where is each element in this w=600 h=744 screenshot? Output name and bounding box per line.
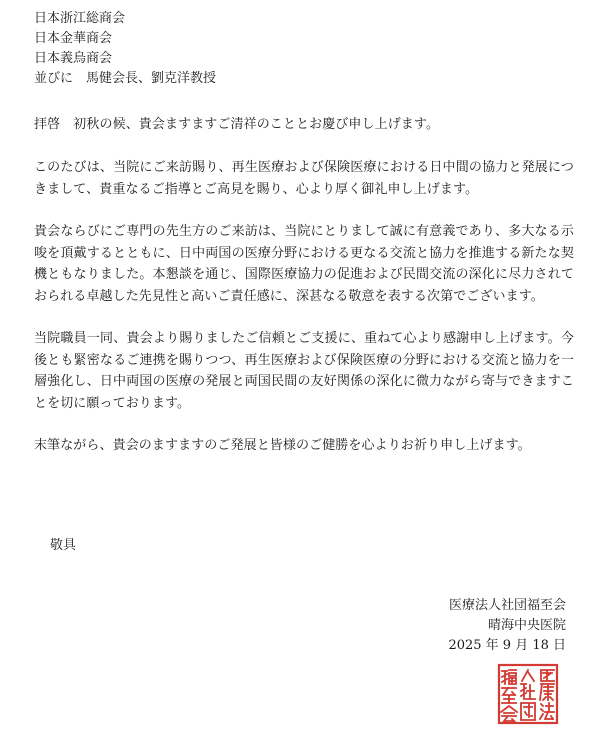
body-paragraph: 末筆ながら、貴会のますますのご発展と皆様のご健勝を心よりお祈り申し上げます。 (34, 438, 531, 453)
greeting-paragraph: 拝啓 初秋の候、貴会ますますご清祥のこととお慶び申し上げます。 (34, 117, 440, 132)
addressee-line: 日本金華商会 (34, 31, 113, 46)
signature-hospital: 晴海中央医院 (487, 618, 566, 633)
body-paragraph: このたびは、当院にご来訪賜り、再生医療および保険医療における日中間の協力と発展につきまして、貴重なるご指導とご高見を賜り、心より厚く御礼申し上げます。 (34, 160, 574, 197)
closing-word: 敬具 (50, 538, 77, 553)
addressee-line: 日本浙江総商会 (34, 11, 126, 26)
signature-organization: 医療法人社団福至会 (448, 598, 566, 613)
seal-stamp-icon (497, 663, 559, 725)
body-paragraph: 貴会ならびにご専門の先生方のご来訪は、当院にとりまして誠に有意義であり、多大なる示唆を頂戴するとともに、日中両国の医療分野における更なる交流と協力を推進する新たな契機ともなりました。本懇談を通じ、国際医療協力の促進および民間交流の深化に尽力されておられる卓越した先見性と高いご責任感に、深甚なる敬意を表する次第でございます。 (34, 224, 574, 304)
addressee-line: 日本義烏商会 (34, 51, 113, 66)
addressee-line: 並びに 馬健会長、劉克洋教授 (34, 71, 217, 86)
addressee-block (34, 9, 216, 89)
body-paragraph: 当院職員一同、貴会より賜りましたご信頼とご支援に、重ねて心より感謝申し上げます。今後とも緊密なるご連携を賜りつつ、再生医療および保険医療の分野における交流と協力を一層強化し、日中両国の医療の発展と両国民間の友好関係の深化に微力ながら寄与できますことを切に願っております。 (34, 331, 574, 411)
signature-block (448, 596, 566, 656)
signature-date: 2025 年 9 月 18 日 (448, 638, 566, 653)
